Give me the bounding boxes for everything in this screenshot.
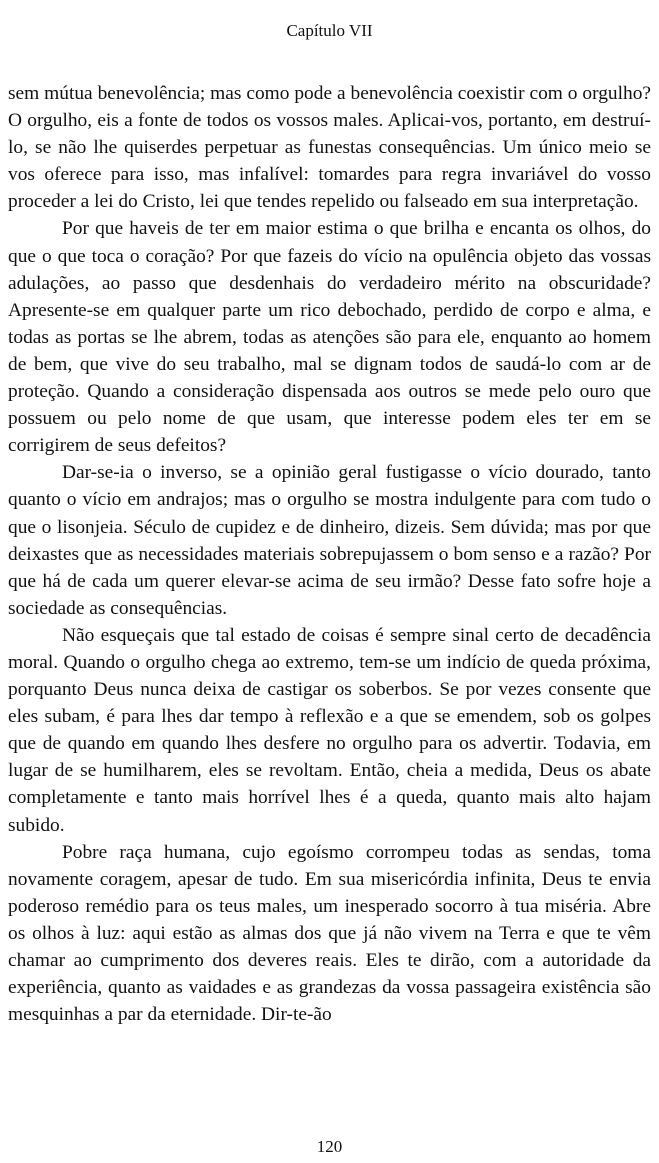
paragraph: Dar-se-ia o inverso, se a opinião geral fustigasse o vício dourado, tanto quanto o vício em andrajos; mas o orgulho se mostra indulgente para com tudo o que o lisonjeia. Século de cupidez e de dinheiro, dizeis. Sem dúvida; mas por que deixastes que as necessidades materiais sobrepujassem o bom senso e a razão? Por que há de cada um querer elevar-se acima de seu irmão? Desse fato sofre hoje a sociedade as consequências. [8,462,651,619]
running-header: Capítulo VII [286,21,373,40]
page-number: 120 [316,1137,343,1156]
paragraph: Pobre raça humana, cujo egoísmo corrompeu todas as sendas, toma novamente coragem, apesar de tudo. Em sua misericórdia infinita, Deus te envia poderoso remédio para os teus males, um inesperado socorro à tua miséria. Abre os olhos à luz: aqui estão as almas dos que já não vivem na Terra e que te vêm chamar ao cumprimento dos deveres reais. Eles te dirão, com a autoridade da experiência, quanto as vaidades e as grandezas da vossa passageira existência são mesquinhas a par da eternidade. Dir-te-ão [8,841,651,1026]
paragraph: Por que haveis de ter em maior estima o que brilha e encanta os olhos, do que o que toca o coração? Por que fazeis do vício na opulência objeto das vossas adulações, ao passo que desdenhais do verdadeiro mérito na obscuridade? Apresente-se em qualquer parte um rico debochado, perdido de corpo e alma, e todas as portas se lhe abrem, todas as atenções são para ele, enquanto ao homem de bem, que vive do seu trabalho, mal se dignam todos de saudá-lo com ar de proteção. Quando a consideração dispensada aos outros se mede pelo ouro que possuem ou pelo nome de que usam, que interesse podem eles ter em se corrigirem de seus defeitos? [8,218,651,457]
paragraph: Não esqueçais que tal estado de coisas é sempre sinal certo de decadência moral. Quando o orgulho chega ao extremo, tem-se um indício de queda próxima, porquanto Deus nunca deixa de castigar os soberbos. Se por vezes consente que eles subam, é para lhes dar tempo à reflexão e a que se emendem, sob os golpes que de quando em quando lhes desfere no orgulho para os advertir. Todavia, em lugar de se humilharem, eles se revoltam. Então, cheia a medida, Deus os abate completamente e tanto mais horrível lhes é a queda, quanto mais alto hajam subido. [8,624,651,836]
paragraph-continued: sem mútua benevolência; mas como pode a benevolência coexistir com o orgulho? O orgulho, eis a fonte de todos os vossos males. Aplicai-vos, portanto, em destruí-lo, se não lhe quiserdes perpetuar as funestas consequências. Um único meio se vos oferece para isso, mas infalível: tomardes para regra invariável do vosso proceder a lei do Cristo, lei que tendes repelido ou falseado em sua interpretação. [8,83,651,213]
body-text [8,80,651,1028]
